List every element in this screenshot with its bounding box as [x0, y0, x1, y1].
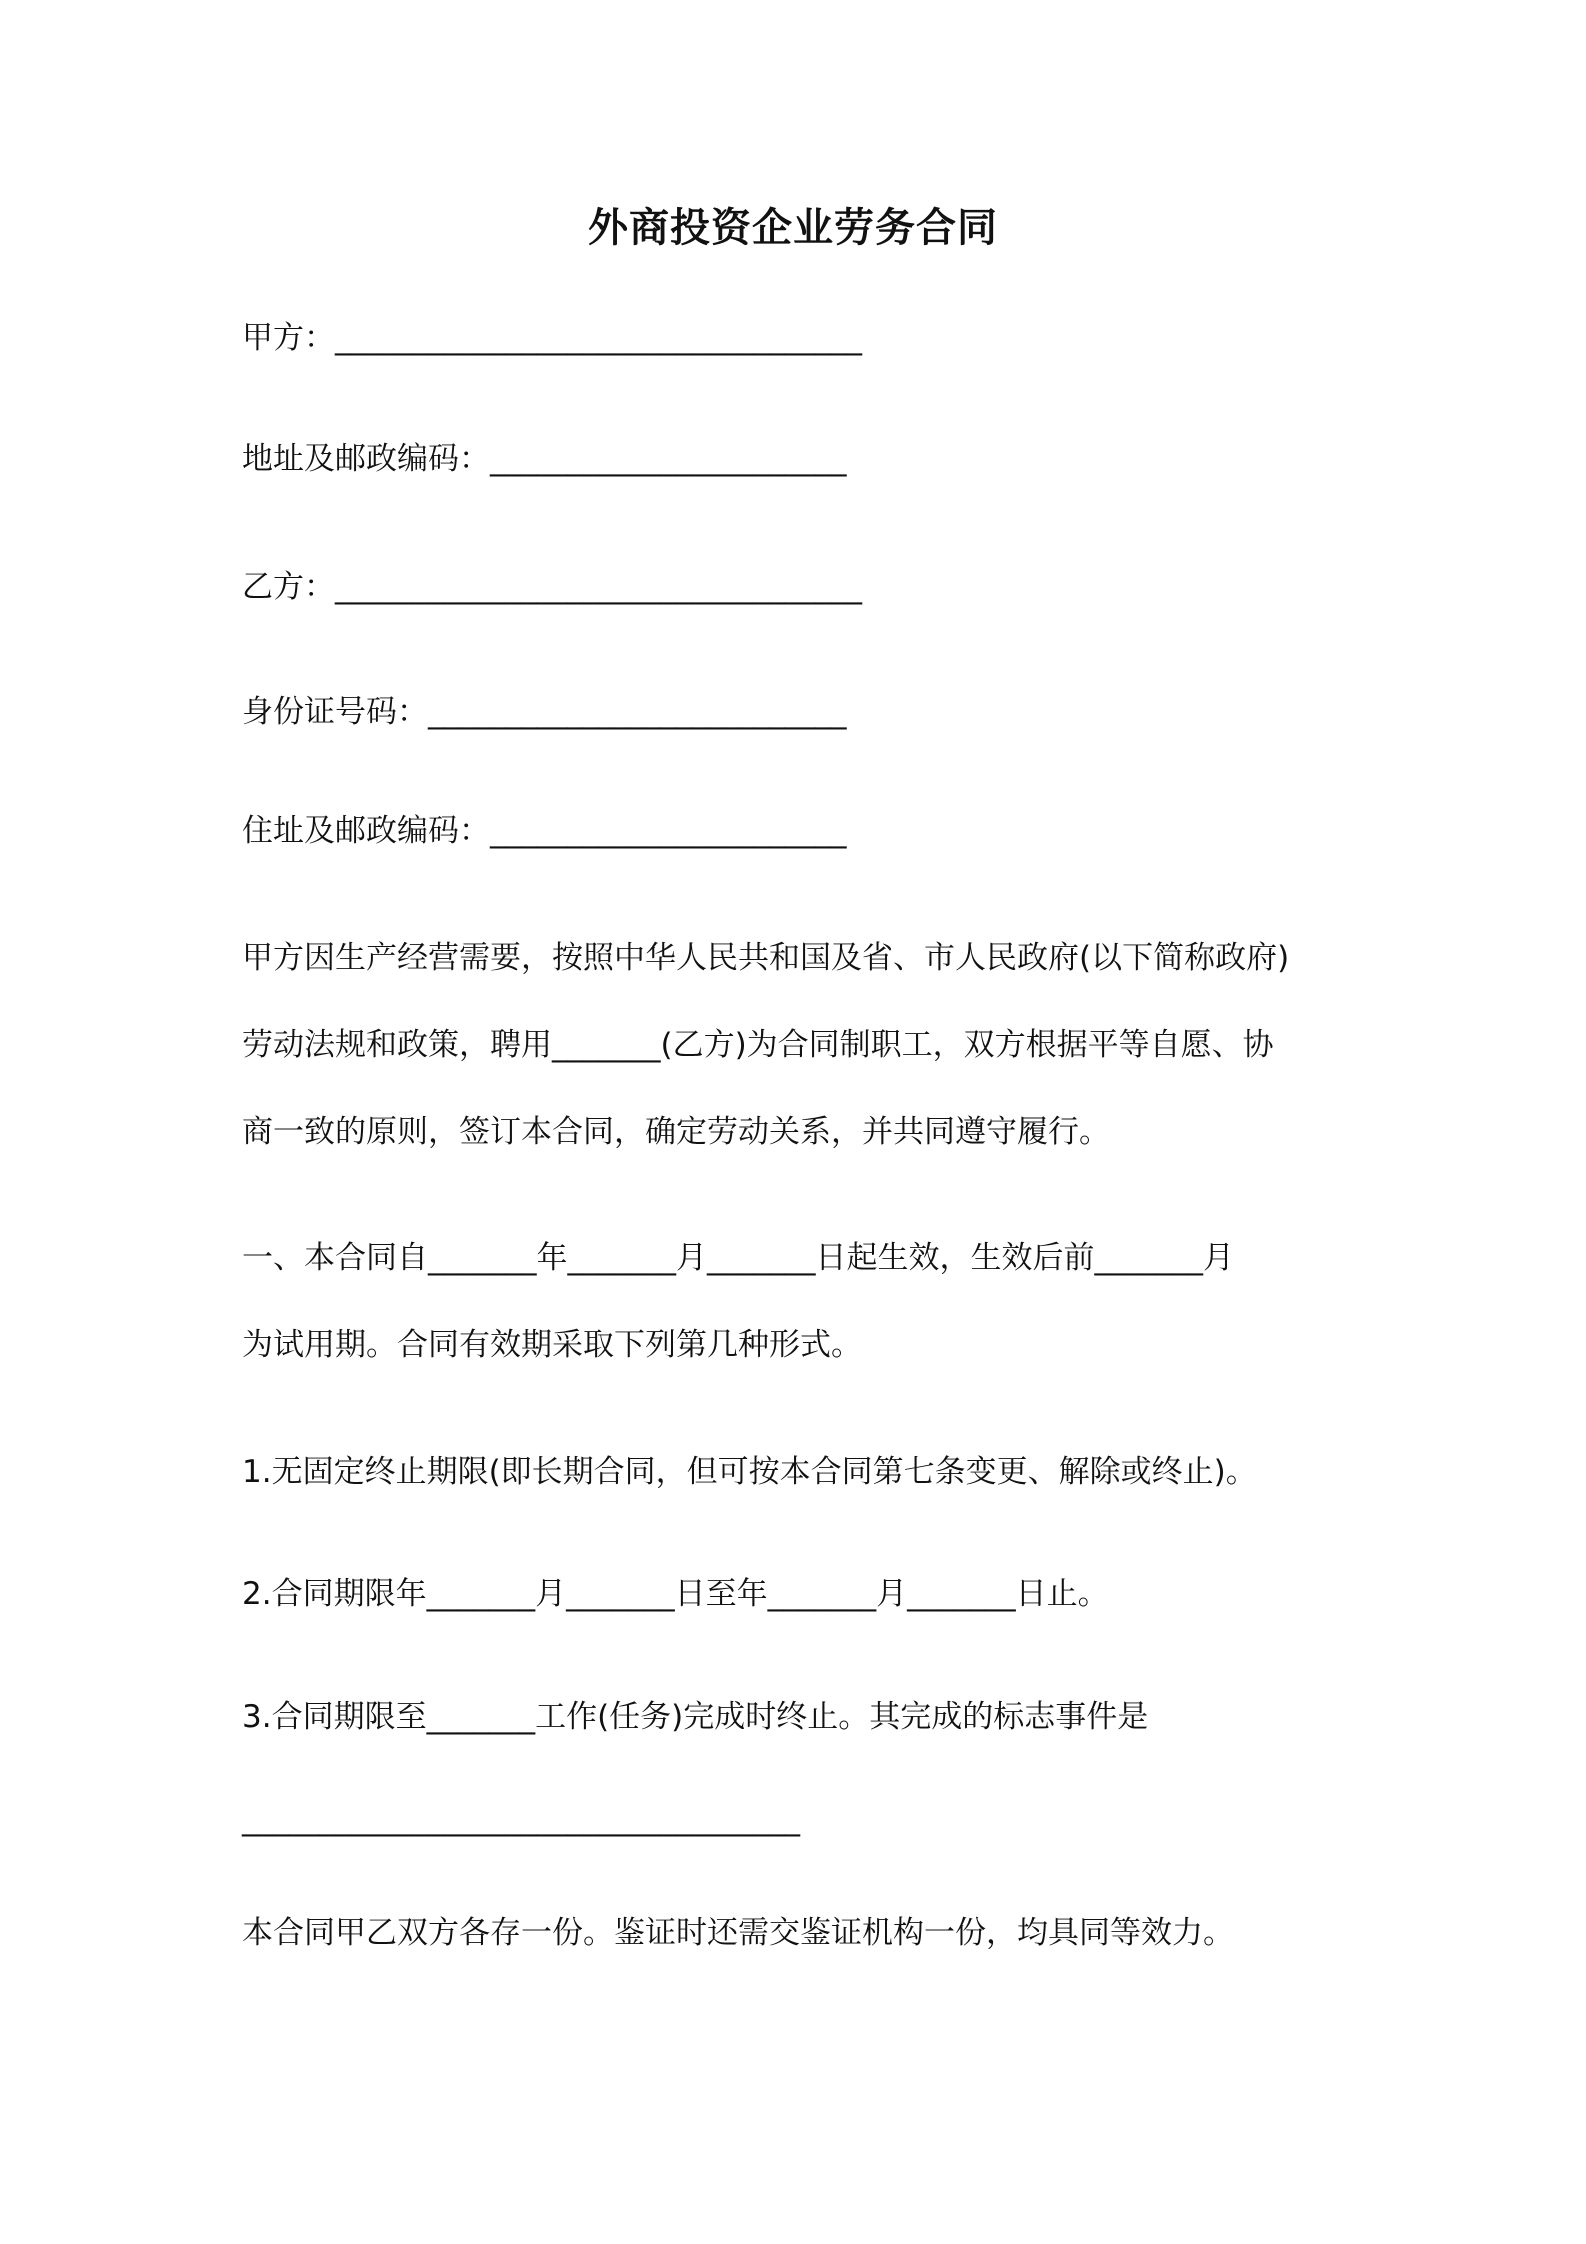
term-option-2: 2.合同期限年_______月_______日至年_______月_______日止。 — [242, 1576, 1109, 1612]
party-b-line: 乙方：__________________________________ — [242, 569, 862, 605]
copies-clause: 本合同甲乙双方各存一份。鉴证时还需交鉴证机构一份，均具同等效力。 — [242, 1915, 1234, 1951]
preamble-line-2: 劳动法规和政策，聘用_______(乙方)为合同制职工，双方根据平等自愿、协 — [242, 1027, 1274, 1063]
term-option-3: 3.合同期限至_______工作(任务)完成时终止。其完成的标志事件是 — [242, 1699, 1149, 1735]
party-b-address-line: 住址及邮政编码：_______________________ — [242, 813, 847, 849]
party-a-line: 甲方：__________________________________ — [242, 320, 862, 356]
term-option-1: 1.无固定终止期限(即长期合同，但可按本合同第七条变更、解除或终止)。 — [242, 1454, 1257, 1490]
clause-one-line-1: 一、本合同自_______年_______月_______日起生效，生效后前_______月 — [242, 1240, 1234, 1276]
term-option-3-blank: ____________________________________ — [242, 1801, 800, 1837]
preamble-line-3: 商一致的原则，签订本合同，确定劳动关系，并共同遵守履行。 — [242, 1114, 1110, 1150]
clause-one-line-2: 为试用期。合同有效期采取下列第几种形式。 — [242, 1327, 862, 1363]
id-number-line: 身份证号码：___________________________ — [242, 694, 847, 730]
preamble-line-1: 甲方因生产经营需要，按照中华人民共和国及省、市人民政府(以下简称政府) — [242, 940, 1290, 976]
document-title: 外商投资企业劳务合同 — [588, 205, 998, 251]
party-a-address-line: 地址及邮政编码：_______________________ — [242, 441, 847, 477]
